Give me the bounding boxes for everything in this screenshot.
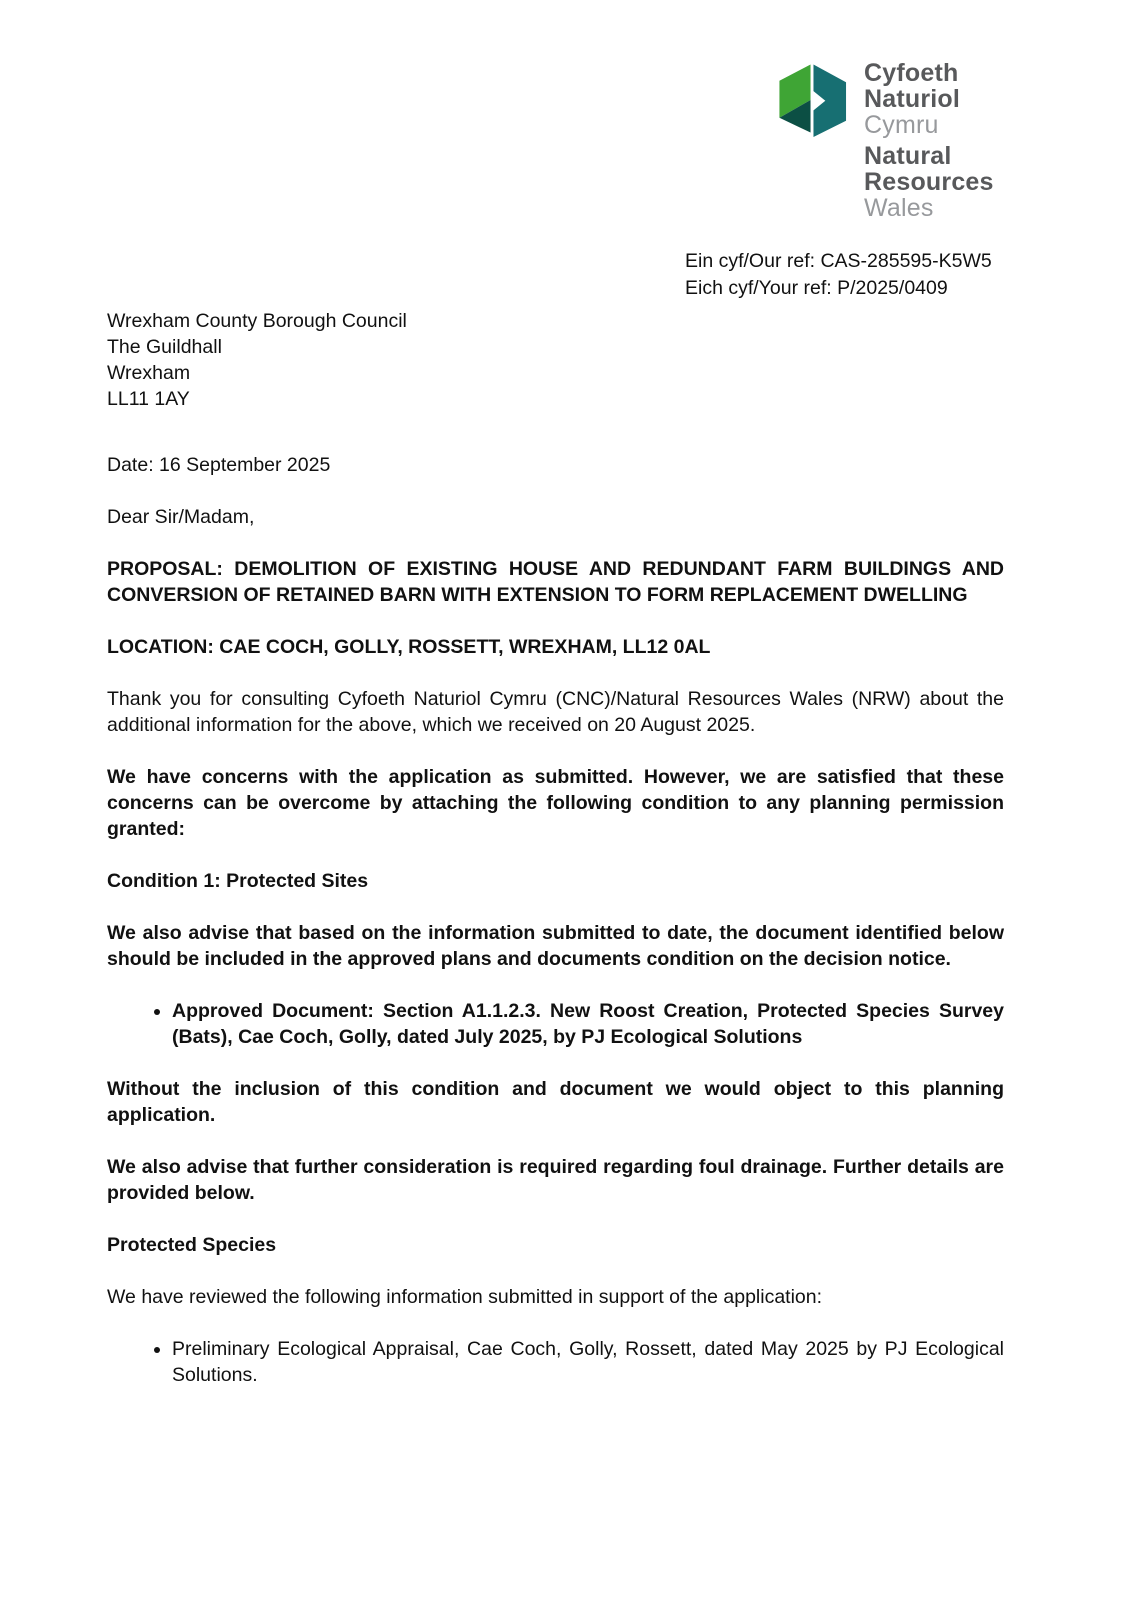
- nrw-logo-icon: [775, 60, 849, 140]
- proposal-heading: PROPOSAL: DEMOLITION OF EXISTING HOUSE AND REDUNDANT FARM BUILDINGS AND CONVERSION OF RETAINED BARN WITH EXTENSION TO FORM REPLACEMENT DWELLING: [107, 558, 1004, 606]
- logo-welsh-line1: Cyfoeth: [864, 59, 959, 87]
- logo-english-line3: Wales: [864, 194, 934, 222]
- logo-english-line2: Resources: [864, 168, 994, 196]
- approved-document-list: [107, 998, 1004, 1050]
- logo-english-line1: Natural: [864, 142, 952, 170]
- recipient-line: Wrexham County Borough Council: [107, 310, 407, 332]
- reference-block: [685, 248, 992, 302]
- nrw-logo: [775, 60, 994, 221]
- recipient-line: The Guildhall: [107, 336, 222, 358]
- location-heading: LOCATION: CAE COCH, GOLLY, ROSSETT, WREXHAM, LL12 0AL: [107, 636, 711, 658]
- logo-welsh-line3: Cymru: [864, 111, 939, 139]
- recipient-address: [107, 308, 1004, 412]
- bullet-ecological-appraisal: • Preliminary Ecological Appraisal, Cae Coch, Golly, Rossett, dated May 2025 by PJ Ecological Solutions.: [172, 1336, 1004, 1388]
- nrw-logo-wordmark: [864, 60, 994, 221]
- your-ref: Eich cyf/Your ref: P/2025/0409: [685, 277, 948, 299]
- protected-species-heading: Protected Species: [107, 1234, 277, 1256]
- letter-content: [107, 308, 1004, 1388]
- paragraph-thanks: Thank you for consulting Cyfoeth Naturiol Cymru (CNC)/Natural Resources Wales (NRW) about the additional information for the above, which we received on 20 August 2025.: [107, 688, 1004, 736]
- paragraph-without: Without the inclusion of this condition and document we would object to this planning application.: [107, 1078, 1004, 1126]
- paragraph-advise: We also advise that based on the information submitted to date, the document identified below should be included in the approved plans and documents condition on the decision notice.: [107, 922, 1004, 970]
- logo-teal-shape: [813, 64, 846, 137]
- logo-welsh-line2: Naturiol: [864, 85, 961, 113]
- our-ref: Ein cyf/Our ref: CAS-285595-K5W5: [685, 250, 992, 272]
- paragraph-foul-drainage: We also advise that further consideration is required regarding foul drainage. Further details are provided below.: [107, 1156, 1004, 1204]
- paragraph-concerns: We have concerns with the application as submitted. However, we are satisfied that these concerns can be overcome by attaching the following condition to any planning permission granted:: [107, 766, 1004, 840]
- paragraph-reviewed: We have reviewed the following information submitted in support of the application:: [107, 1286, 823, 1308]
- letter-date: Date: 16 September 2025: [107, 454, 331, 476]
- salutation: Dear Sir/Madam,: [107, 506, 255, 528]
- bullet-approved-document: • Approved Document: Section A1.1.2.3. New Roost Creation, Protected Species Survey (Bats), Cae Coch, Golly, dated July 2025, by PJ Ecological Solutions: [172, 998, 1004, 1050]
- reviewed-documents-list: [107, 1336, 1004, 1388]
- condition-heading: Condition 1: Protected Sites: [107, 870, 369, 892]
- recipient-line: Wrexham: [107, 362, 191, 384]
- recipient-line: LL11 1AY: [107, 388, 190, 410]
